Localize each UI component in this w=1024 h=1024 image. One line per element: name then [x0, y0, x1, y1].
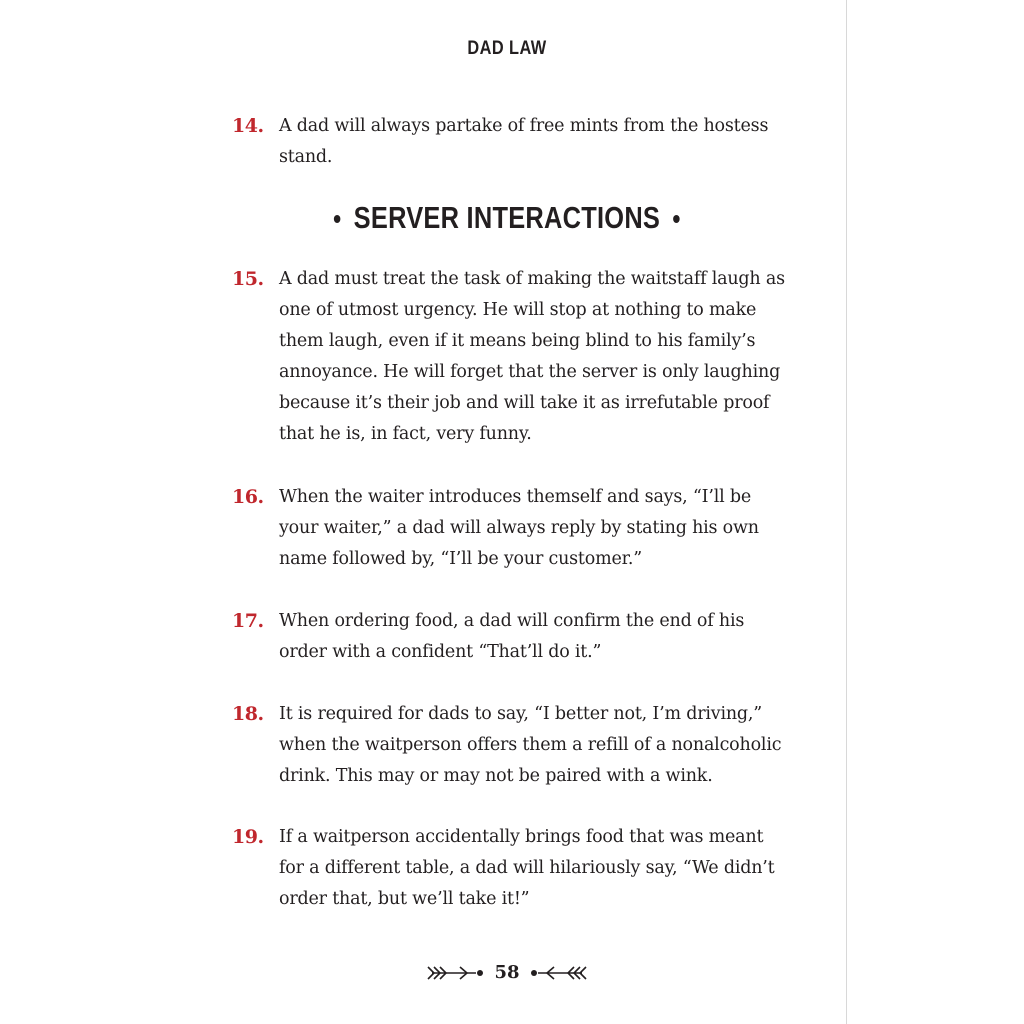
- section-title: SERVER INTERACTIONS: [353, 200, 661, 235]
- page-footer: [0, 962, 1014, 983]
- law-item: [232, 111, 792, 173]
- law-text: A dad must treat the task of making the waitstaff laugh as one of utmost urgency. He will stop at nothing to make them laugh, even if it means being blind to his family’s annoyance. He will forget that the server is only laughing because it’s their job and will take it as irrefutable proof that he is, in fact, very funny.: [279, 269, 785, 444]
- law-number: 17.: [232, 610, 264, 632]
- law-number: 19.: [232, 826, 264, 848]
- page-edge: [846, 0, 847, 1024]
- law-item: [232, 822, 792, 915]
- section-bullet-left: •: [333, 203, 342, 234]
- law-text: When ordering food, a dad will confirm the end of his order with a confident “That’ll do it.”: [279, 611, 745, 662]
- law-item: [232, 699, 792, 792]
- law-text: When the waiter introduces themself and says, “I’ll be your waiter,” a dad will always reply by stating his own name followed by, “I’ll be your customer.”: [279, 487, 759, 569]
- law-number: 15.: [232, 268, 264, 290]
- law-number: 16.: [232, 486, 264, 508]
- page-number: 58: [494, 962, 520, 983]
- running-head: DAD LAW: [467, 38, 547, 59]
- law-text: It is required for dads to say, “I better not, I’m driving,” when the waitperson offers them a refill of a nonalcoholic drink. This may or may not be paired with a wink.: [279, 704, 782, 786]
- section-heading: [0, 200, 1014, 236]
- law-item: [232, 606, 792, 668]
- section-bullet-right: •: [672, 203, 681, 234]
- arrow-ornament-left-icon: [426, 963, 484, 983]
- law-text: If a waitperson accidentally brings food that was meant for a different table, a dad will hilariously say, “We didn’t order that, but we’ll take it!”: [279, 827, 775, 909]
- law-item: [232, 482, 792, 575]
- arrow-ornament-right-icon: [530, 963, 588, 983]
- law-number: 14.: [232, 115, 264, 137]
- law-text: A dad will always partake of free mints from the hostess stand.: [279, 116, 769, 167]
- law-number: 18.: [232, 703, 264, 725]
- law-item: [232, 264, 792, 450]
